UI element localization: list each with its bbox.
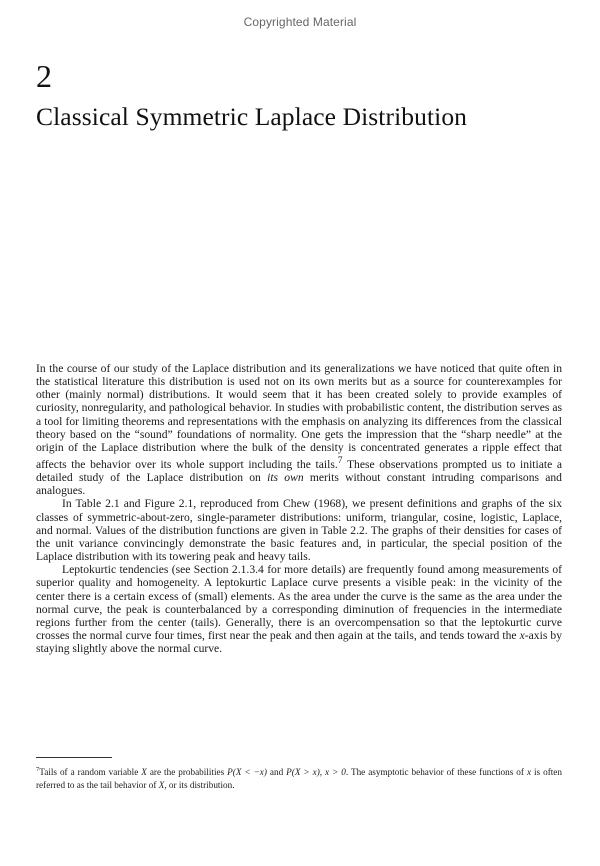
footnote: $^7$Tails of a random variable X are the probabilities P(X < −x) and P(X > x), x > 0. The asymptotic behavior of these functions of x is often referred to as the tail behavior of X, or its distribution. — [36, 765, 562, 790]
chapter-title: Classical Symmetric Laplace Distribution — [36, 102, 468, 131]
paragraph-3: Leptokurtic tendencies (see Section 2.1.3.4 for more details) are frequently found among measurements of superior quality and homogeneity. A leptokurtic Laplace curve presents a visible peak: in the vicinity of the center there is a certain excess of (small) elements. As the area under the curve is the same as the area under the normal curve, the peak is counterbalanced by a corresponding diminution of frequencies in the intermediate regions further from the center (tails). Generally, there is an overcompensation so that the leptokurtic curve crosses the normal curve four times, first near the peak and then again at the tails, and tends toward the x-axis by staying slightly above the normal curve. — [36, 563, 562, 656]
footnote-mark: 7 — [36, 765, 40, 773]
body-text — [36, 362, 562, 655]
paragraph-1: In the course of our study of the Laplace distribution and its generalizations we have noticed that quite often in the statistical literature this distribution is used not on its own merits but as a source for counterexamples for other (mainly normal) distributions. It would seem that it has been created solely to provide examples of curiosity, nonregularity, and pathological behavior. In studies with probabilistic content, the distribution serves as a tool for limiting theorems and representations with the emphasis on analyzing its differences from the classical theory based on the “sound” foundations of normality. One gets the impression that the “sharp needle” at the origin of the Laplace distribution where the bulk of the density is concentrated generates a ripple effect that affects the behavior over its whole support including the tails.$^7$ These observations prompted us to initiate a detailed study of the Laplace distribution on its own merits without constant intruding comparisons and analogues. — [36, 362, 562, 498]
copyright-watermark: Copyrighted Material — [243, 15, 357, 29]
footnote-divider — [36, 757, 112, 758]
footnote-reference[interactable]: 7 — [337, 455, 343, 467]
chapter-number: 2 — [36, 58, 52, 94]
paragraph-2: In Table 2.1 and Figure 2.1, reproduced from Chew (1968), we present definitions and graphs of the six classes of symmetric-about-zero, single-parameter distributions: uniform, triangular, cosine, logistic, Laplace, and normal. Values of the distribution functions are given in Table 2.2. The graphs of their densities for cases of the unit variance convincingly demonstrate the basic features and, in particular, the special position of the Laplace distribution with its towering peak and heavy tails. — [36, 497, 562, 564]
